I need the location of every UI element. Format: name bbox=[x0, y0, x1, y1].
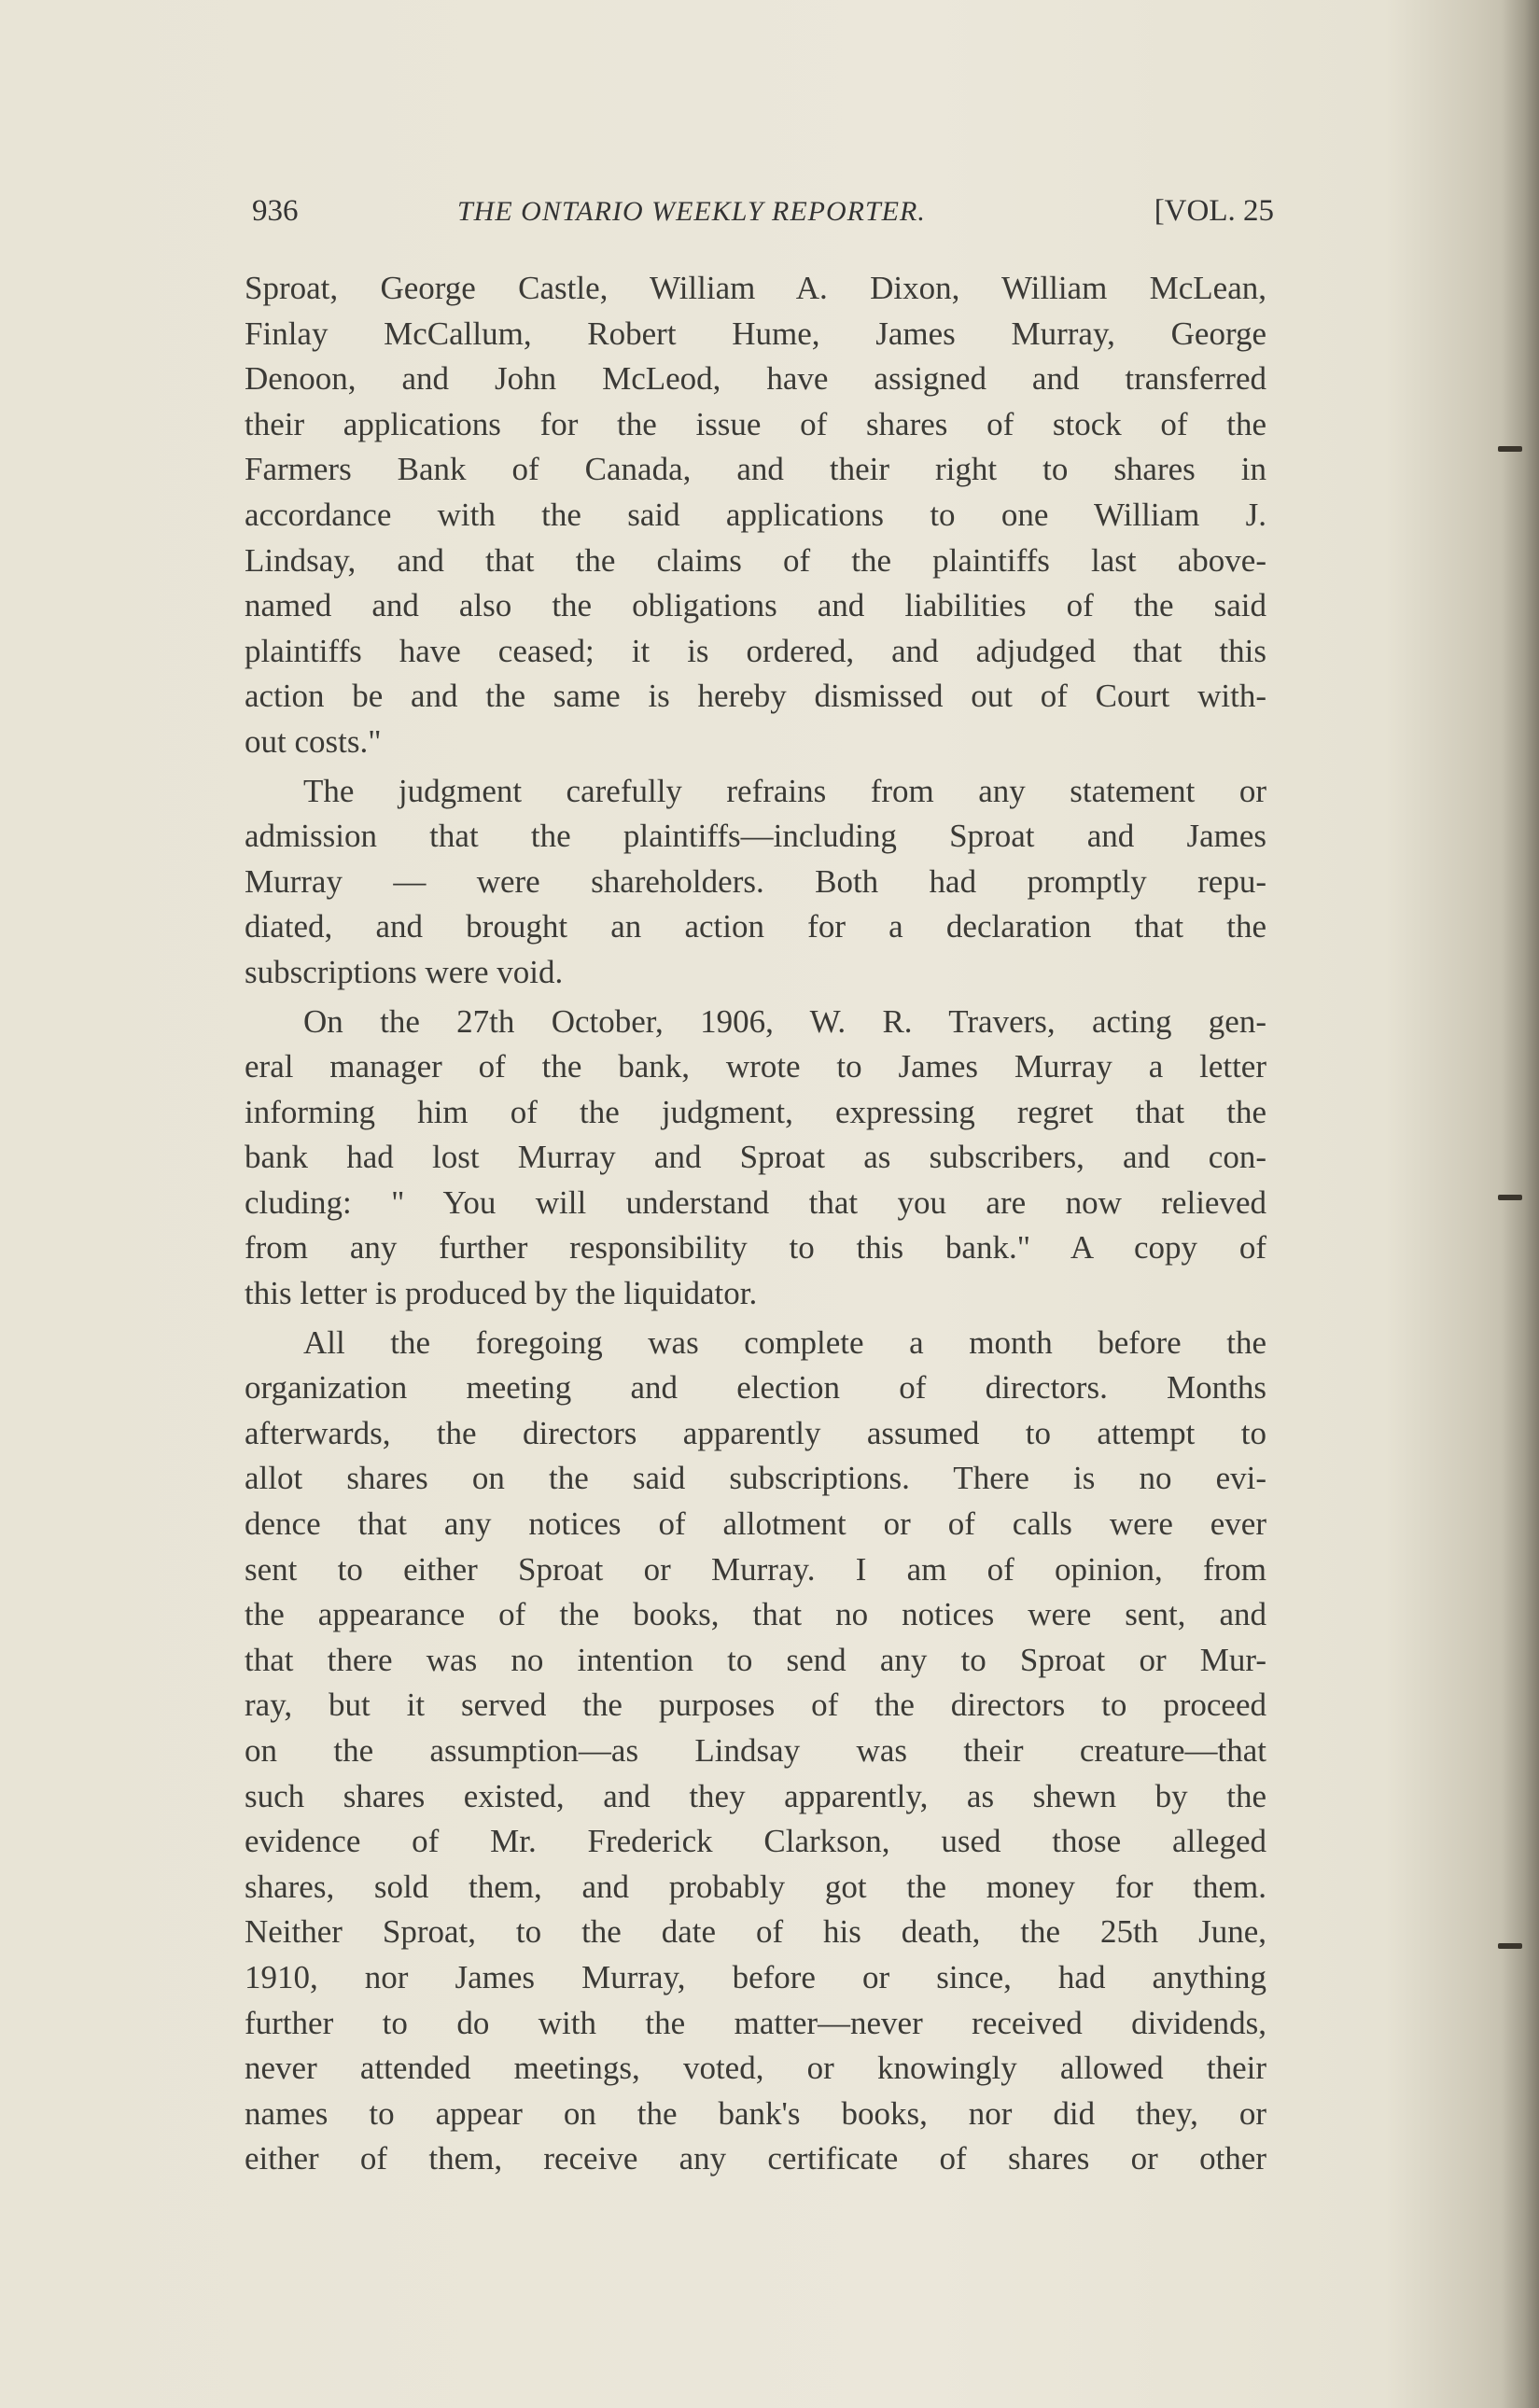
text-line: afterwards, the directors apparently assumed to attempt to bbox=[245, 1414, 1266, 1451]
text-line: organization meeting and election of directors. Months bbox=[245, 1369, 1266, 1407]
page-number: 936 bbox=[252, 194, 299, 228]
text-line: either of them, receive any certificate of shares or other bbox=[245, 2140, 1266, 2177]
text-line: dence that any notices of allotment or of calls were ever bbox=[245, 1505, 1266, 1543]
text-line: Finlay McCallum, Robert Hume, James Murray, George bbox=[245, 315, 1266, 352]
running-header bbox=[252, 194, 1274, 246]
text-line: named and also the obligations and liabilities of the said bbox=[245, 587, 1266, 624]
text-line: subscriptions were void. bbox=[245, 953, 564, 990]
text-line: Murray — were shareholders. Both had promptly repu- bbox=[245, 862, 1266, 900]
volume-label: [VOL. 25 bbox=[1154, 194, 1274, 228]
binding-thread-mark bbox=[1498, 446, 1522, 452]
text-line: on the assumption—as Lindsay was their creature—that bbox=[245, 1732, 1266, 1769]
text-line: evidence of Mr. Frederick Clarkson, used those alleged bbox=[245, 1823, 1266, 1860]
page-edge-shadow bbox=[1502, 0, 1539, 2408]
text-line: On the 27th October, 1906, W. R. Travers, acting gen- bbox=[303, 1002, 1266, 1040]
text-line: Farmers Bank of Canada, and their right to shares in bbox=[245, 451, 1266, 488]
text-line: 1910, nor James Murray, before or since, had anything bbox=[245, 1958, 1266, 1995]
text-line: their applications for the issue of shares of stock of the bbox=[245, 405, 1266, 442]
text-line: allot shares on the said subscriptions. There is no evi- bbox=[245, 1460, 1266, 1497]
binding-thread-mark bbox=[1498, 1195, 1522, 1200]
text-line: All the foregoing was complete a month before the bbox=[303, 1323, 1266, 1361]
text-line: the appearance of the books, that no notices were sent, and bbox=[245, 1596, 1266, 1633]
text-line: diated, and brought an action for a declaration that the bbox=[245, 908, 1266, 945]
text-line: Sproat, George Castle, William A. Dixon, William McLean, bbox=[245, 270, 1266, 306]
text-line: ray, but it served the purposes of the directors to proceed bbox=[245, 1687, 1266, 1724]
paragraph bbox=[245, 1000, 1266, 1317]
paragraph bbox=[245, 266, 1266, 765]
text-line: Denoon, and John McLeod, have assigned and transferred bbox=[245, 360, 1266, 398]
text-line: from any further responsibility to this bank." A copy of bbox=[245, 1229, 1266, 1267]
text-line: cluding: " You will understand that you are now relieved bbox=[245, 1183, 1266, 1221]
text-line: action be and the same is hereby dismissed out of Court with- bbox=[245, 678, 1266, 715]
paragraph bbox=[245, 769, 1266, 996]
text-line: accordance with the said applications to one William J. bbox=[245, 496, 1266, 533]
text-line: out costs." bbox=[245, 722, 382, 760]
text-line: shares, sold them, and probably got the money for them. bbox=[245, 1868, 1266, 1905]
text-line: such shares existed, and they apparently, as shewn by the bbox=[245, 1777, 1266, 1814]
text-line: plaintiffs have ceased; it is ordered, and adjudged that this bbox=[245, 632, 1266, 669]
text-line: this letter is produced by the liquidator. bbox=[245, 1275, 758, 1312]
text-line: names to appear on the bank's books, nor did they, or bbox=[245, 2094, 1266, 2132]
text-line: that there was no intention to send any to Sproat or Mur- bbox=[245, 1641, 1266, 1678]
paragraph bbox=[245, 1321, 1266, 2182]
text-line: admission that the plaintiffs—including Sproat and James bbox=[245, 818, 1266, 855]
text-line: Neither Sproat, to the date of his death, the 25th June, bbox=[245, 1913, 1266, 1951]
text-line: informing him of the judgment, expressing regret that the bbox=[245, 1093, 1266, 1130]
text-line: sent to either Sproat or Murray. I am of opinion, from bbox=[245, 1550, 1266, 1588]
binding-thread-mark bbox=[1498, 1943, 1522, 1949]
text-line: bank had lost Murray and Sproat as subscribers, and con- bbox=[245, 1139, 1266, 1176]
text-line: Lindsay, and that the claims of the plaintiffs last above- bbox=[245, 541, 1266, 579]
running-title: THE ONTARIO WEEKLY REPORTER. bbox=[457, 196, 926, 227]
text-line: eral manager of the bank, wrote to James Murray a letter bbox=[245, 1048, 1266, 1085]
body-text bbox=[245, 266, 1266, 2182]
text-line: The judgment carefully refrains from any statement or bbox=[303, 772, 1266, 809]
text-line: further to do with the matter—never received dividends, bbox=[245, 2004, 1266, 2041]
text-line: never attended meetings, voted, or knowingly allowed their bbox=[245, 2050, 1266, 2087]
